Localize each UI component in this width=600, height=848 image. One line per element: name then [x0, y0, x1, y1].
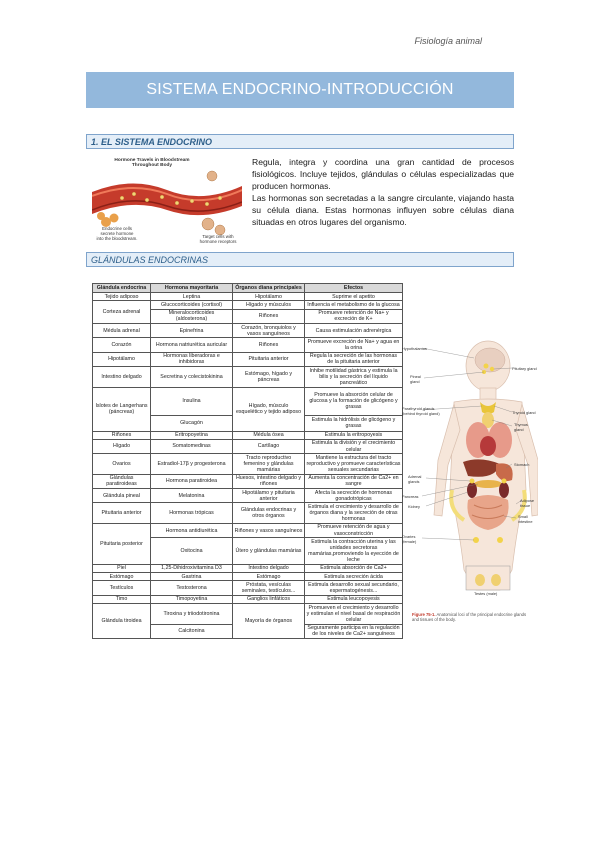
- section-heading-endocrine-system: [86, 134, 514, 149]
- table-cell: Pituitaria posterior: [93, 523, 151, 564]
- table-cell: Suprime el apetito: [305, 293, 403, 301]
- table-cell: Promueven el crecimiento y desarrollo y estimulan el nivel basal de respiración celular: [305, 604, 403, 624]
- table-row: [93, 595, 403, 603]
- table-cell: Estómago, hígado y páncreas: [233, 367, 305, 387]
- table-cell: Corteza adrenal: [93, 301, 151, 324]
- table-cell: Estimula absorción de Ca2+: [305, 564, 403, 572]
- table-cell: Corazón: [93, 338, 151, 352]
- table-cell: Ovarios: [93, 454, 151, 474]
- table-cell: Eritropoyetina: [151, 431, 233, 439]
- table-row: [93, 387, 403, 415]
- table-cell: Corazón, bronquiolos y vasos sanguíneos: [233, 323, 305, 337]
- figure-title-line1: Hormone Travels in Bloodstream: [114, 158, 190, 163]
- table-cell: Hígado y músculos: [233, 301, 305, 309]
- label-parathyroid: Parathyroid glands (behind thyroid gland): [402, 406, 440, 416]
- table-cell: Médula adrenal: [93, 323, 151, 337]
- figure-label-right-1: Target cells with: [202, 234, 234, 239]
- table-cell: Inhibe motilidad gástrica y estimula la bilis y la secreción del líquido pancreático: [305, 367, 403, 387]
- figure-label-left-1: Endocrine cells: [102, 226, 132, 231]
- table-cell: Timo: [93, 595, 151, 603]
- table-cell: Somatomedinas: [151, 439, 233, 453]
- table-cell: Promueve excreción de Na+ y agua en la orina: [305, 338, 403, 352]
- endocrine-glands-table: [92, 283, 403, 639]
- table-cell: Estimula la hidrólisis de glicógeno y grasas: [305, 415, 403, 431]
- label-thymus: Thymus gland: [514, 422, 528, 432]
- label-stomach: Stomach: [514, 462, 530, 467]
- table-row: [93, 503, 403, 523]
- label-adipose: Adipose tissue: [520, 498, 535, 508]
- table-header: Órganos diana principales: [233, 284, 305, 293]
- page-title: SISTEMA ENDOCRINO-INTRODUCCIÓN: [146, 81, 454, 98]
- table-cell: Testículos: [93, 581, 151, 595]
- table-cell: Hormona paratiroidea: [151, 474, 233, 488]
- table-cell: Cartílago: [233, 439, 305, 453]
- table-row: [93, 338, 403, 352]
- table-row: [93, 564, 403, 572]
- table-cell: Oxitocina: [151, 538, 233, 565]
- table-cell: Causa estimulación adrenérgica: [305, 323, 403, 337]
- table-row: [93, 581, 403, 595]
- table-header: Hormona mayoritaria: [151, 284, 233, 293]
- intro-paragraph-1: Regula, integra y coordina una gran cantidad de procesos fisiológicos. Incluye tejidos, glándulas o células especializadas que producen hormonas.: [252, 157, 514, 191]
- table-cell: Hormona antidiurética: [151, 523, 233, 537]
- caption-label: Figure 75-1.: [412, 612, 436, 617]
- table-cell: Melatonina: [151, 489, 233, 503]
- table-row: [93, 454, 403, 474]
- table-cell: Estimula la eritropoyesis: [305, 431, 403, 439]
- anatomy-caption: [412, 612, 534, 622]
- label-pineal: Pineal gland: [410, 374, 421, 384]
- label-ovaries: Ovaries (female): [402, 534, 417, 544]
- table-row: [93, 474, 403, 488]
- section-heading-text: 1. EL SISTEMA ENDOCRINO: [91, 136, 213, 147]
- label-thyroid: Thyroid gland: [512, 410, 536, 415]
- table-cell: Epinefrina: [151, 323, 233, 337]
- table-cell: Intestino delgado: [93, 367, 151, 387]
- table-header-row: [93, 284, 403, 293]
- table-row: [93, 352, 403, 366]
- table-cell: Glándulas endocrinas y otros órganos: [233, 503, 305, 523]
- table-cell: Calcitonina: [151, 624, 233, 638]
- table-cell: Tejido adiposo: [93, 293, 151, 301]
- table-cell: Aumenta la concentración de Ca2+ en sangre: [305, 474, 403, 488]
- table-cell: Mayoría de órganos: [233, 604, 305, 639]
- table-cell: Riñones: [233, 338, 305, 352]
- table-cell: Próstata, vesículas seminales, testículos...: [233, 581, 305, 595]
- table-cell: Tracto reproductivo femenino y glándulas mamárias: [233, 454, 305, 474]
- subject-header: Fisiología animal: [414, 36, 482, 46]
- intro-text: [252, 156, 514, 228]
- table-cell: Hormona natriurética auricular: [151, 338, 233, 352]
- title-banner: [86, 72, 514, 108]
- figure-label-left-2: secrete hormone: [100, 231, 134, 236]
- endocrine-anatomy-figure: [402, 340, 538, 598]
- table-cell: Hormonas liberadoras e inhibidoras: [151, 352, 233, 366]
- table-row: [93, 431, 403, 439]
- table-cell: Ganglios linfáticos: [233, 595, 305, 603]
- table-cell: Secretina y colecistokinina: [151, 367, 233, 387]
- label-kidney: Kidney: [408, 504, 420, 509]
- table-cell: Mineralocorticoides (aldosterona): [151, 309, 233, 323]
- table-row: [93, 573, 403, 581]
- table-cell: Seguramente participa en la regulación de los niveles de Ca2+ sanguíneos: [305, 624, 403, 638]
- table-cell: Glucagón: [151, 415, 233, 431]
- table-cell: Mantiene la estructura del tracto reproductivo y promueve características sexuales secundarias: [305, 454, 403, 474]
- table-cell: Glándula pineal: [93, 489, 151, 503]
- table-cell: Afecta la secreción de hormonas gonadotrópicas: [305, 489, 403, 503]
- table-cell: Gastrina: [151, 573, 233, 581]
- table-cell: 1,25-Dihidroxivitamina D3: [151, 564, 233, 572]
- table-cell: Hígado: [93, 439, 151, 453]
- table-cell: Testosterona: [151, 581, 233, 595]
- label-adrenal: Adrenal glands: [408, 474, 422, 484]
- table-cell: Piel: [93, 564, 151, 572]
- table-cell: Glándulas paratiroideas: [93, 474, 151, 488]
- table-header: Glándula endocrina: [93, 284, 151, 293]
- table-row: [93, 489, 403, 503]
- table-cell: Hipotálamo y pituitaria anterior: [233, 489, 305, 503]
- table-cell: Pituitaria anterior: [233, 352, 305, 366]
- table-cell: Estradiol-17β y progesterona: [151, 454, 233, 474]
- table-cell: Estimula leucopoyesis: [305, 595, 403, 603]
- table-cell: Pituitaria anterior: [93, 503, 151, 523]
- table-cell: Riñones: [93, 431, 151, 439]
- hormone-travel-figure: [92, 156, 242, 242]
- table-cell: Hormonas trópicas: [151, 503, 233, 523]
- table-cell: Timopoyetina: [151, 595, 233, 603]
- table-row: [93, 439, 403, 453]
- label-small-intestine: Small intestine: [518, 514, 533, 524]
- label-testes: Testes (male): [474, 591, 498, 596]
- table-cell: Regula la secreción de las hormonas de la pituitaria anterior: [305, 352, 403, 366]
- table-cell: Insulina: [151, 387, 233, 415]
- table-row: [93, 323, 403, 337]
- table-cell: Médula ósea: [233, 431, 305, 439]
- table-cell: Huesos, intestino delgado y riñones: [233, 474, 305, 488]
- intro-paragraph-2: Las hormonas son secretadas a la sangre circulante, viajando hasta su célula diana. Estas hormonas influyen sobre células diana situadas en otros lugares del organismo.: [252, 193, 514, 227]
- section-heading-text: GLÁNDULAS ENDOCRINAS: [91, 254, 209, 265]
- table-cell: Hipotálamo: [233, 293, 305, 301]
- table-cell: Intestino delgado: [233, 564, 305, 572]
- figure-label-right-2: hormone receptors: [199, 239, 237, 244]
- table-cell: Estimula el crecimiento y desarrollo de órganos diana y la secreción de otras hormonas: [305, 503, 403, 523]
- table-cell: Promueve la absorción celular de glucosa y la formación de glicógeno y grasas: [305, 387, 403, 415]
- figure-label-left-3: into the bloodstream.: [96, 236, 138, 241]
- table-cell: Estimula la contracción uterina y las unidades secretoras mamárias,promoviendo la eyección de leche: [305, 538, 403, 565]
- label-pancreas: Pancreas: [402, 494, 419, 499]
- table-cell: Islotes de Langerhans (páncreas): [93, 387, 151, 431]
- table-cell: Hipotálamo: [93, 352, 151, 366]
- table-cell: Hígado, músculo esquelético y tejido adiposo: [233, 387, 305, 431]
- table-cell: Estimula desarrollo sexual secundario, espermatogénesis...: [305, 581, 403, 595]
- table-cell: Tiroxina y triiodotironina: [151, 604, 233, 624]
- table-cell: Útero y glándulas mamárias: [233, 538, 305, 565]
- table-cell: Riñones y vasos sanguíneos: [233, 523, 305, 537]
- label-pituitary: Pituitary gland: [512, 366, 537, 371]
- caption-text: Anatomical loci of the principal endocrine glands and tissues of the body.: [412, 612, 527, 622]
- table-row: [93, 367, 403, 387]
- table-row: [93, 301, 403, 309]
- table-cell: Riñones: [233, 309, 305, 323]
- table-cell: Glucocorticoides (cortisol): [151, 301, 233, 309]
- table-cell: Estimula la división y el crecimiento celular: [305, 439, 403, 453]
- table-cell: Promueve retención de agua y vasoconstricción: [305, 523, 403, 537]
- label-hypothalamus: Hypothalamus: [402, 346, 427, 351]
- table-cell: Estómago: [93, 573, 151, 581]
- table-row: [93, 604, 403, 624]
- table-cell: Estómago: [233, 573, 305, 581]
- table-cell: Estimula secreción ácida: [305, 573, 403, 581]
- human-body-illustration: [408, 340, 538, 598]
- table-header: Efectos: [305, 284, 403, 293]
- table-row: [93, 293, 403, 301]
- table-row: [93, 523, 403, 537]
- table-cell: Influencia el metabolismo de la glucosa: [305, 301, 403, 309]
- table-cell: Leptina: [151, 293, 233, 301]
- section-heading-glands: [86, 252, 514, 267]
- figure-title-line2: Throughout Body: [131, 163, 173, 168]
- table-cell: Glándula tiroidea: [93, 604, 151, 639]
- table-cell: Promueve retención de Na+ y excreción de K+: [305, 309, 403, 323]
